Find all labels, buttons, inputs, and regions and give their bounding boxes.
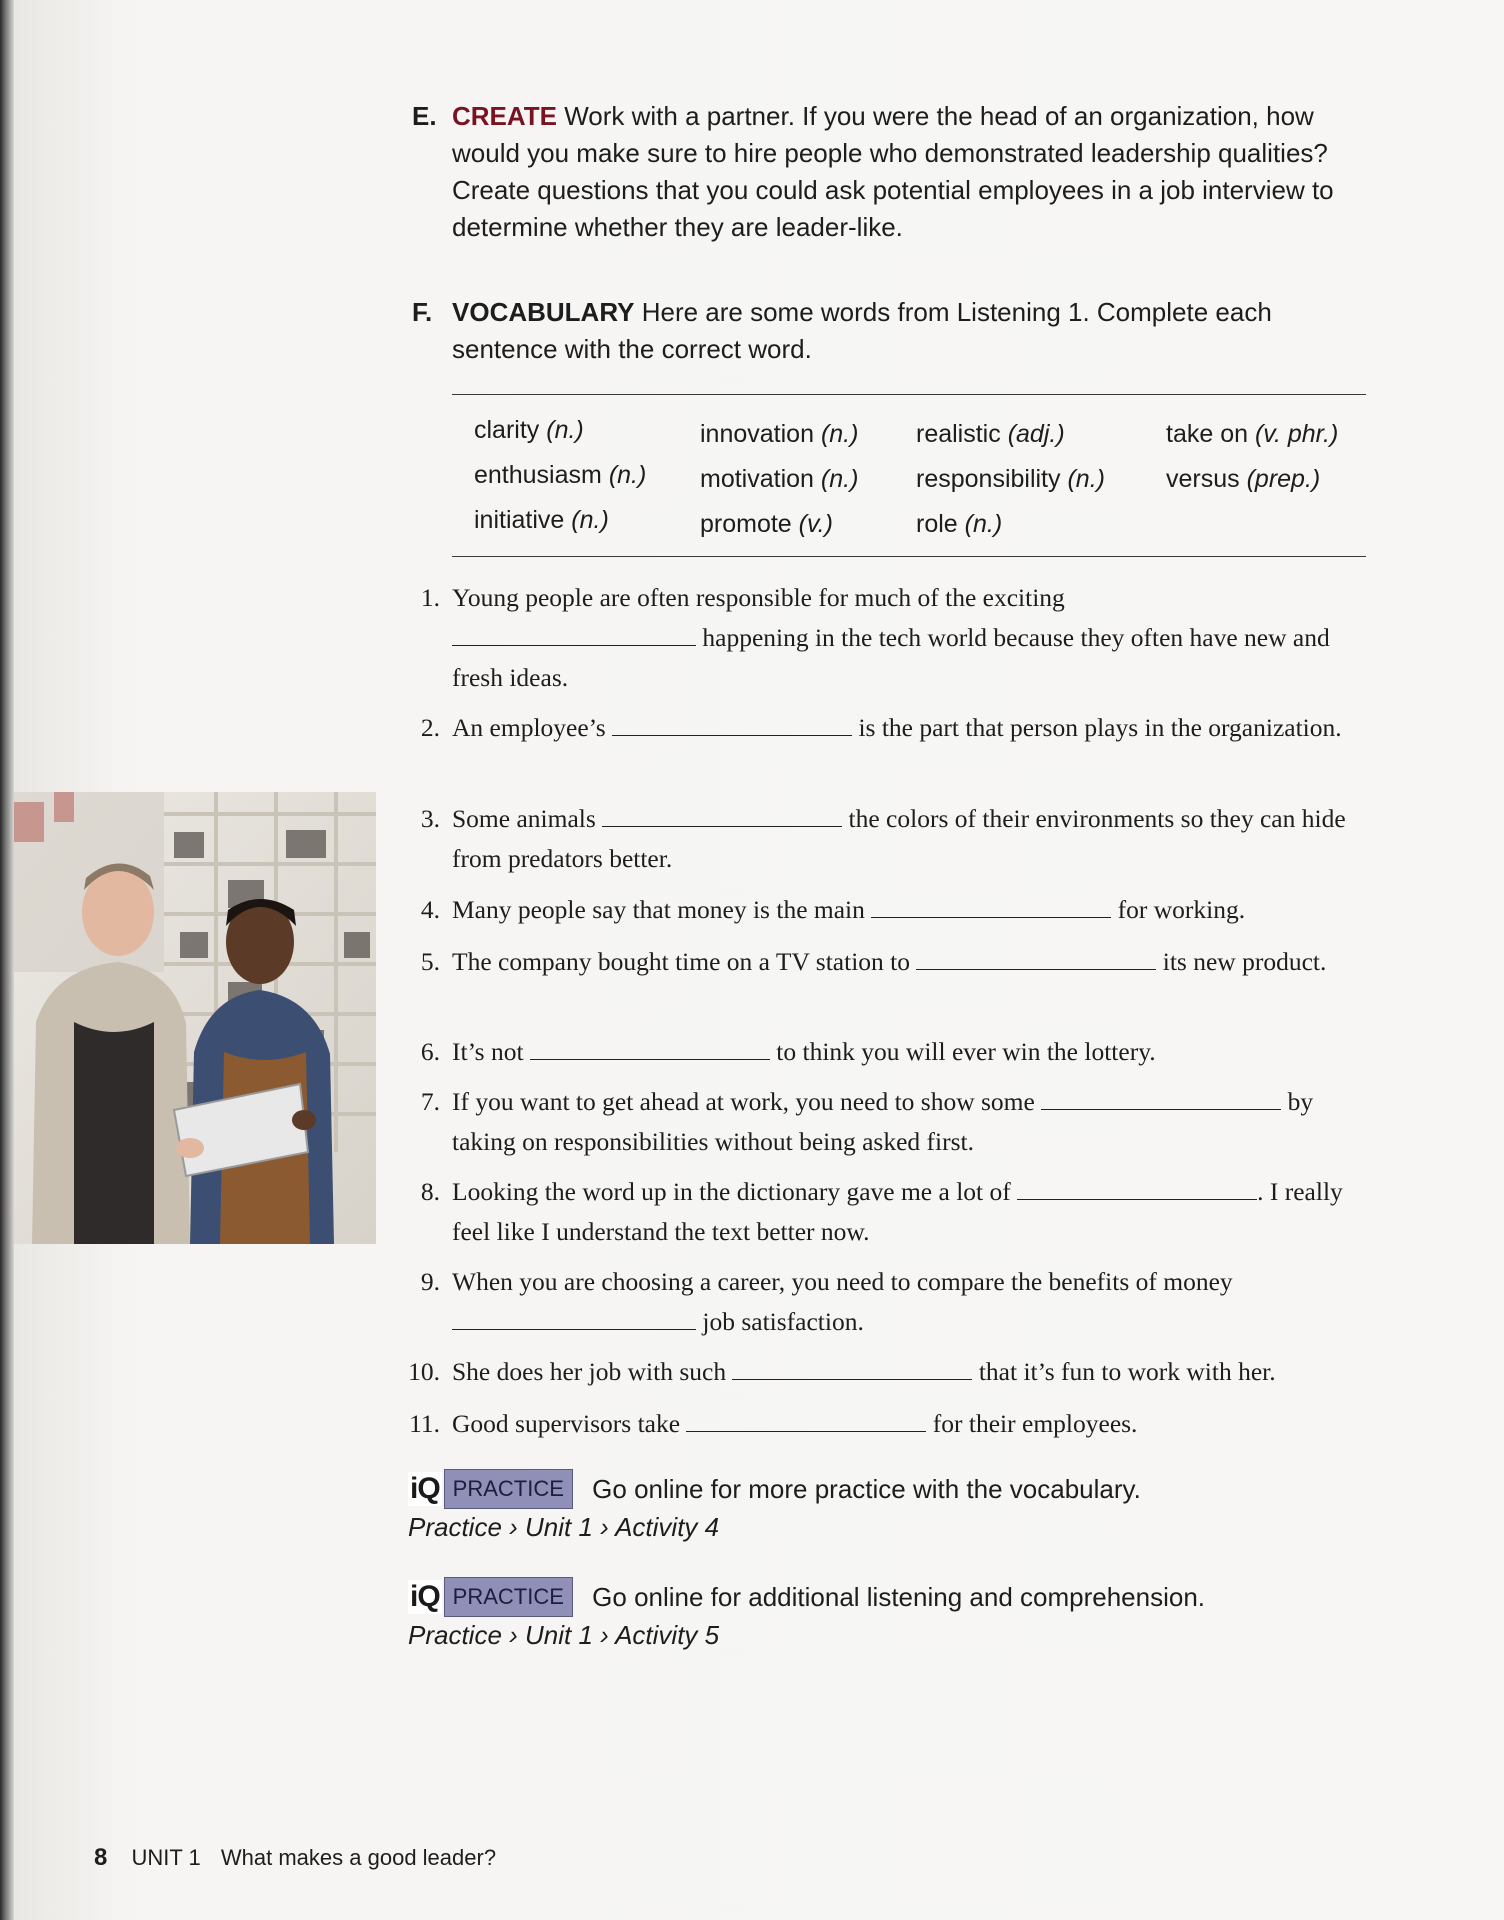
sentence-text-before: It’s not [452,1037,524,1066]
book-binding-shadow [0,0,14,1920]
iq-practice-path[interactable]: Practice › Unit 1 › Activity 5 [408,1620,720,1651]
word-box-bottom-rule [452,556,1366,557]
iq-logo-icon: iQ [410,1580,440,1614]
sentence-text-before: The company bought time on a TV station to [452,947,910,976]
sentence-text-before: Young people are often responsible for much of the exciting [452,583,1065,612]
sentence-text-after: by taking on responsibilities without being asked first. [452,1087,1314,1156]
answer-blank[interactable] [530,1033,770,1060]
sentence-text-before: Many people say that money is the main [452,895,865,924]
sentence-text-after: is the part that person plays in the organization. [858,713,1342,742]
sentence-text-after: that it’s fun to work with her. [978,1357,1276,1386]
sentence-text-before: When you are choosing a career, you need to compare the benefits of money [452,1267,1233,1296]
iq-practice-badge [408,1580,573,1614]
sentence-number: 11. [409,1409,440,1438]
iq-practice-path[interactable]: Practice › Unit 1 › Activity 4 [408,1512,720,1543]
answer-blank[interactable] [686,1405,926,1432]
answer-blank[interactable] [732,1353,972,1380]
answer-blank[interactable] [452,1303,696,1330]
word-box-item: promote (v.) [700,510,833,538]
iq-logo-icon: iQ [410,1472,440,1506]
answer-blank[interactable] [602,800,842,827]
word-box [474,412,1374,552]
unit-title: What makes a good leader? [220,1845,497,1870]
exercise-f-body [452,294,1372,368]
word-box-item: role (n.) [916,510,1003,538]
sentence-text-after: job satisfaction. [702,1307,864,1336]
word-box-item: clarity (n.) [474,416,584,444]
word-box-item: responsibility (n.) [916,465,1105,493]
sentence-number: 9. [420,1267,440,1296]
exercise-f-keyword: VOCABULARY [452,297,635,327]
page-footer [94,1844,496,1872]
answer-blank[interactable] [916,943,1156,970]
exercise-e-letter: E. [412,101,437,131]
iq-practice-text: Go online for additional listening and comprehension. [592,1582,1205,1613]
exercise-e-body [452,98,1372,246]
sentence-number: 5. [420,947,440,976]
sentence-text-after: happening in the tech world because they often have new and fresh ideas. [452,623,1330,692]
sentence-text-after: the colors of their environments so they can hide from predators better. [452,804,1346,873]
exercise-f-text: Here are some words from Listening 1. Complete each sentence with the correct word. [452,297,1272,364]
answer-blank[interactable] [871,891,1111,918]
unit-label: UNIT 1 [131,1845,201,1870]
sentence-number: 2. [420,713,440,742]
word-box-item: innovation (n.) [700,420,859,448]
word-box-top-rule [452,394,1366,395]
sentence-number: 10. [408,1357,440,1386]
sentence-number: 7. [420,1087,440,1116]
sentence-text-before: If you want to get ahead at work, you need to show some [452,1087,1035,1116]
answer-blank[interactable] [612,709,852,736]
sentence-number: 3. [420,804,440,833]
answer-blank[interactable] [1017,1173,1257,1200]
word-box-item: enthusiasm (n.) [474,461,647,489]
sentence-text-before: Good supervisors take [452,1409,681,1438]
sentence-text-before: Some animals [452,804,596,833]
sentence-text-after: its new product. [1162,947,1327,976]
exercise-e-keyword: CREATE [452,101,557,131]
sentence-number: 8. [420,1177,440,1206]
sentence-text-after: for working. [1117,895,1246,924]
practice-label: PRACTICE [444,1469,573,1509]
iq-practice-listening[interactable] [408,1578,1205,1652]
word-box-item: take on (v. phr.) [1166,420,1339,448]
sentence-number: 1. [420,583,440,612]
exercise-e [412,98,1372,246]
sentence-text-before: An employee’s [452,713,606,742]
page-number: 8 [94,1844,108,1871]
sentence-text-after: to think you will ever win the lottery. [776,1037,1156,1066]
photo-two-workers-with-tablet [14,792,376,1244]
word-box-item: initiative (n.) [474,506,609,534]
answer-blank[interactable] [452,619,696,646]
exercise-e-text: Work with a partner. If you were the head of an organization, how would you make sure to hire people who demonstrated leadership qualities? Create questions that you could ask potential employees in a job interview to determine whether they are leader-like. [452,101,1334,242]
sentence-text-after: for their employees. [932,1409,1138,1438]
iq-practice-badge [408,1472,573,1506]
sentence-text-before: Looking the word up in the dictionary gave me a lot of [452,1177,1011,1206]
answer-blank[interactable] [1041,1083,1281,1110]
iq-practice-vocabulary[interactable] [408,1470,1141,1544]
word-box-item: versus (prep.) [1166,465,1321,493]
word-box-item: motivation (n.) [700,465,859,493]
sentence-number: 4. [420,895,440,924]
sentence-number: 6. [420,1037,440,1066]
iq-practice-text: Go online for more practice with the vocabulary. [592,1474,1141,1505]
practice-label: PRACTICE [444,1577,573,1617]
sentence-text-before: She does her job with such [452,1357,727,1386]
exercise-f-letter: F. [412,297,433,327]
exercise-f [412,294,1372,368]
word-box-item: realistic (adj.) [916,420,1065,448]
sentence-text-after: . I really feel like I understand the text better now. [452,1177,1343,1246]
